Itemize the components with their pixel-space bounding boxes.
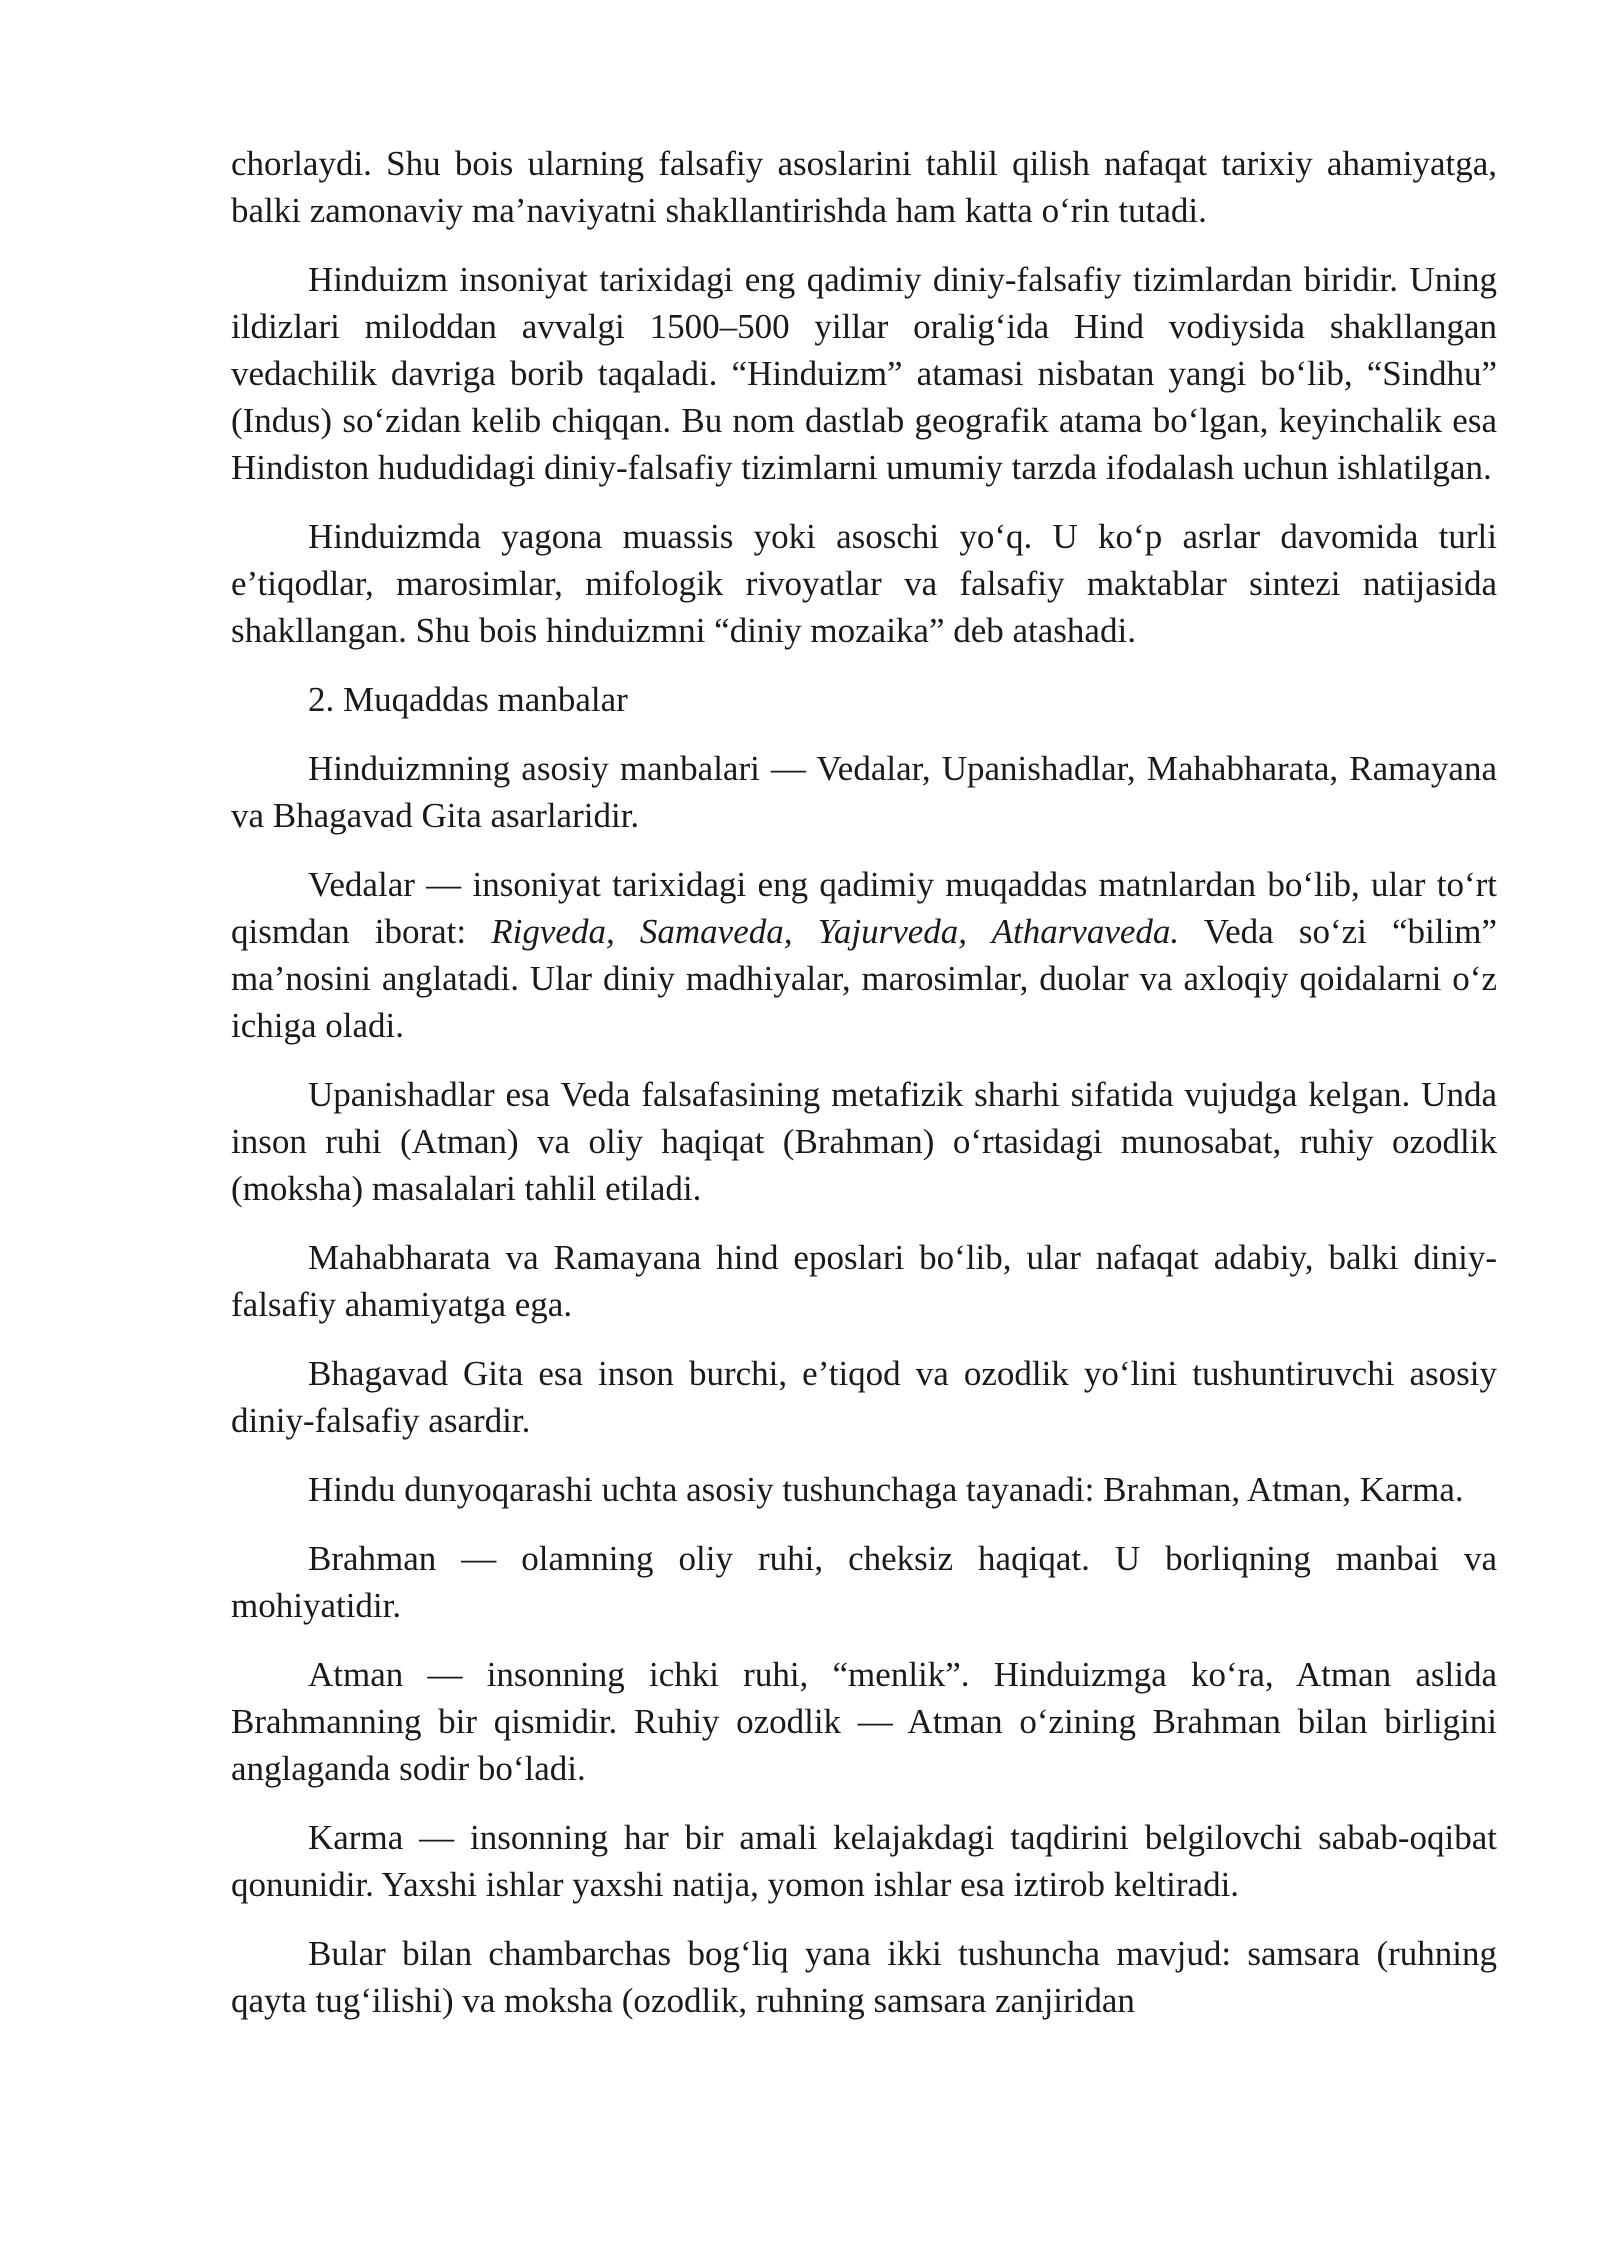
paragraph-brahman: Brahman — olamning oliy ruhi, cheksiz haqiqat. U borliqning manbai va mohiyatidir. (231, 1539, 1497, 1625)
vedas-text-before: Vedalar — insoniyat tarixidagi eng qadimiy muqaddas matnlardan bo‘lib, ular to‘rt qismdan iborat: (231, 865, 1497, 951)
paragraph-bhagavad-gita: Bhagavad Gita esa inson burchi, e’tiqod va ozodlik yo‘lini tushuntiruvchi asosiy diniy-falsafiy asardir. (231, 1354, 1497, 1440)
vedas-text-after: Veda so‘zi “bilim” ma’nosini anglatadi. Ular diniy madhiyalar, marosimlar, duolar va axloqiy qoidalarni o‘z ichiga oladi. (231, 912, 1497, 1045)
paragraph-upanishads: Upanishadlar esa Veda falsafasining metafizik sharhi sifatida vujudga kelgan. Unda inson ruhi (Atman) va oliy haqiqat (Brahman) o‘rtasidagi munosabat, ruhiy ozodlik (moksha) masalalari tahlil etiladi. (231, 1075, 1497, 1208)
paragraph-no-founder: Hinduizmda yagona muassis yoki asoschi yo‘q. U ko‘p asrlar davomida turli e’tiqodlar, marosimlar, mifologik rivoyatlar va falsafiy maktablar sintezi natijasida shakllangan. Shu bois hinduizmni “diniy mozaika” deb atashadi. (231, 517, 1497, 650)
paragraph-continuation: chorlaydi. Shu bois ularning falsafiy asoslarini tahlil qilish nafaqat tarixiy ahamiyatga, balki zamonaviy ma’naviyatni shakllantirishda ham katta o‘rin tutadi. (231, 144, 1497, 230)
paragraph-worldview: Hindu dunyoqarashi uchta asosiy tushunchaga tayanadi: Brahman, Atman, Karma. (308, 1470, 1464, 1509)
paragraph-epics: Mahabharata va Ramayana hind eposlari bo‘lib, ular nafaqat adabiy, balki diniy-falsafiy ahamiyatga ega. (231, 1238, 1497, 1324)
document-page (231, 140, 1497, 2046)
paragraph-karma: Karma — insonning har bir amali kelajakdagi taqdirini belgilovchi sabab-oqibat qonunidir. Yaxshi ishlar yaxshi natija, yomon ishlar esa iztirob keltiradi. (231, 1818, 1497, 1904)
paragraph-atman: Atman — insonning ichki ruhi, “menlik”. Hinduizmga ko‘ra, Atman aslida Brahmanning bir qismidir. Ruhiy ozodlik — Atman o‘zining Brahman bilan birligini anglaganda sodir bo‘ladi. (231, 1655, 1497, 1788)
paragraph-vedas (231, 861, 1497, 1049)
paragraph-samsara-moksha: Bular bilan chambarchas bog‘liq yana ikki tushuncha mavjud: samsara (ruhning qayta tug‘ilishi) va moksha (ozodlik, ruhning samsara zanjiridan (231, 1934, 1497, 2020)
vedas-names-italic: Rigveda, Samaveda, Yajurveda, Atharvaveda. (491, 912, 1180, 951)
paragraph-hinduism-origins: Hinduizm insoniyat tarixidagi eng qadimiy diniy-falsafiy tizimlardan biridir. Uning ildizlari miloddan avvalgi 1500–500 yillar oralig‘ida Hind vodiysida shakllangan vedachilik davriga borib taqaladi. “Hinduizm” atamasi nisbatan yangi bo‘lib, “Sindhu” (Indus) so‘zidan kelib chiqqan. Bu nom dastlab geografik atama bo‘lgan, keyinchalik esa Hindiston hududidagi diniy-falsafiy tizimlarni umumiy tarzda ifodalash uchun ishlatilgan. (231, 260, 1497, 487)
section-heading: 2. Muqaddas manbalar (308, 680, 628, 719)
paragraph-sources-intro: Hinduizmning asosiy manbalari — Vedalar, Upanishadlar, Mahabharata, Ramayana va Bhagavad Gita asarlaridir. (231, 749, 1497, 835)
